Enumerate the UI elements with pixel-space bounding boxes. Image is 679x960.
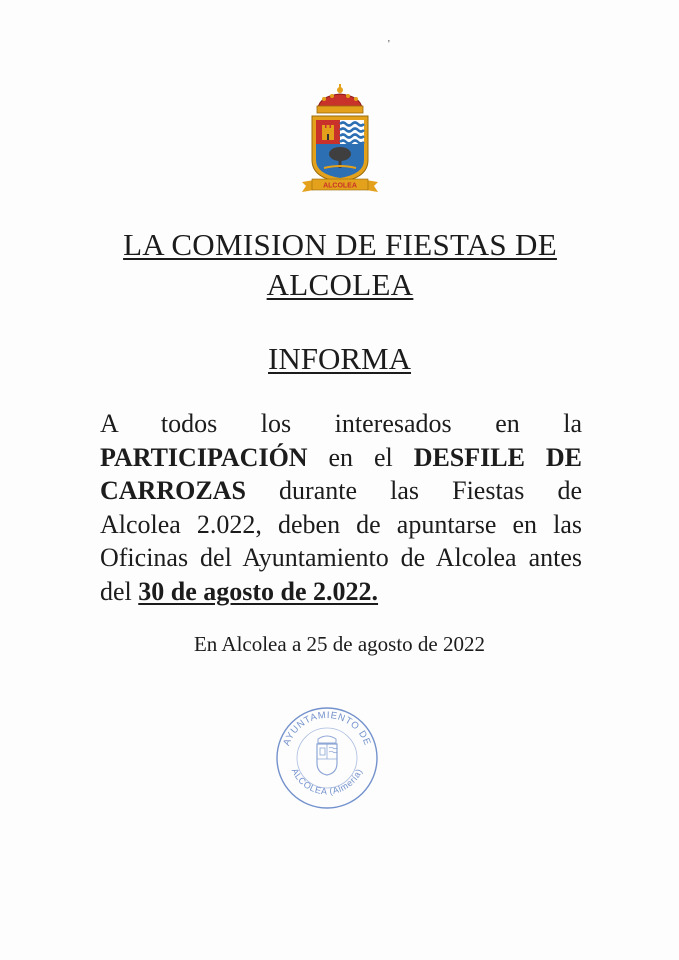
paragraph-line-3 xyxy=(100,474,582,508)
paragraph-line-5: Oficinas del Ayuntamiento de Alcolea antes xyxy=(100,543,582,572)
paragraph-line-4: Alcolea 2.022, deben de apuntarse en las xyxy=(100,509,582,539)
scan-speck: ' xyxy=(388,39,390,50)
word: Fiestas xyxy=(452,476,525,505)
paragraph-line-2 xyxy=(100,441,582,475)
coat-of-arms-icon xyxy=(300,82,380,194)
word: interesados xyxy=(334,409,452,438)
heading xyxy=(60,225,620,305)
word: del xyxy=(100,576,132,606)
word: en xyxy=(495,409,520,438)
heading-line-2: ALCOLEA xyxy=(266,267,414,302)
announcement-paragraph xyxy=(100,407,582,608)
informa-text: INFORMA xyxy=(268,341,411,376)
carrozas-bold: CARROZAS xyxy=(100,476,246,505)
informa-heading xyxy=(0,339,679,379)
crest-banner-text: ALCOLEA xyxy=(323,182,357,190)
word: en el xyxy=(328,442,393,472)
deadline-date: 30 de agosto de 2.022. xyxy=(138,576,379,606)
word: las xyxy=(390,476,419,505)
stamp-crest-icon xyxy=(317,736,337,775)
heading-line-1: LA COMISION DE FIESTAS DE xyxy=(123,227,557,262)
desfile-bold: DESFILE DE xyxy=(413,442,582,472)
word: todos xyxy=(160,409,218,438)
place-and-date: En Alcolea a 25 de agosto de 2022 xyxy=(193,632,485,656)
stamp-top-text: AYUNTAMIENTO DE xyxy=(281,709,373,748)
word: la xyxy=(563,409,583,438)
stamp-bottom-text: ALCOLEA (Almería) xyxy=(289,766,365,797)
paragraph-line-1 xyxy=(100,407,582,441)
word: A xyxy=(100,409,118,438)
official-stamp xyxy=(272,703,382,813)
paragraph-line-6 xyxy=(100,575,582,609)
word: los xyxy=(260,409,292,438)
participacion-bold: PARTICIPACIÓN xyxy=(100,442,308,472)
word: de xyxy=(557,476,582,505)
word: durante xyxy=(279,476,357,505)
